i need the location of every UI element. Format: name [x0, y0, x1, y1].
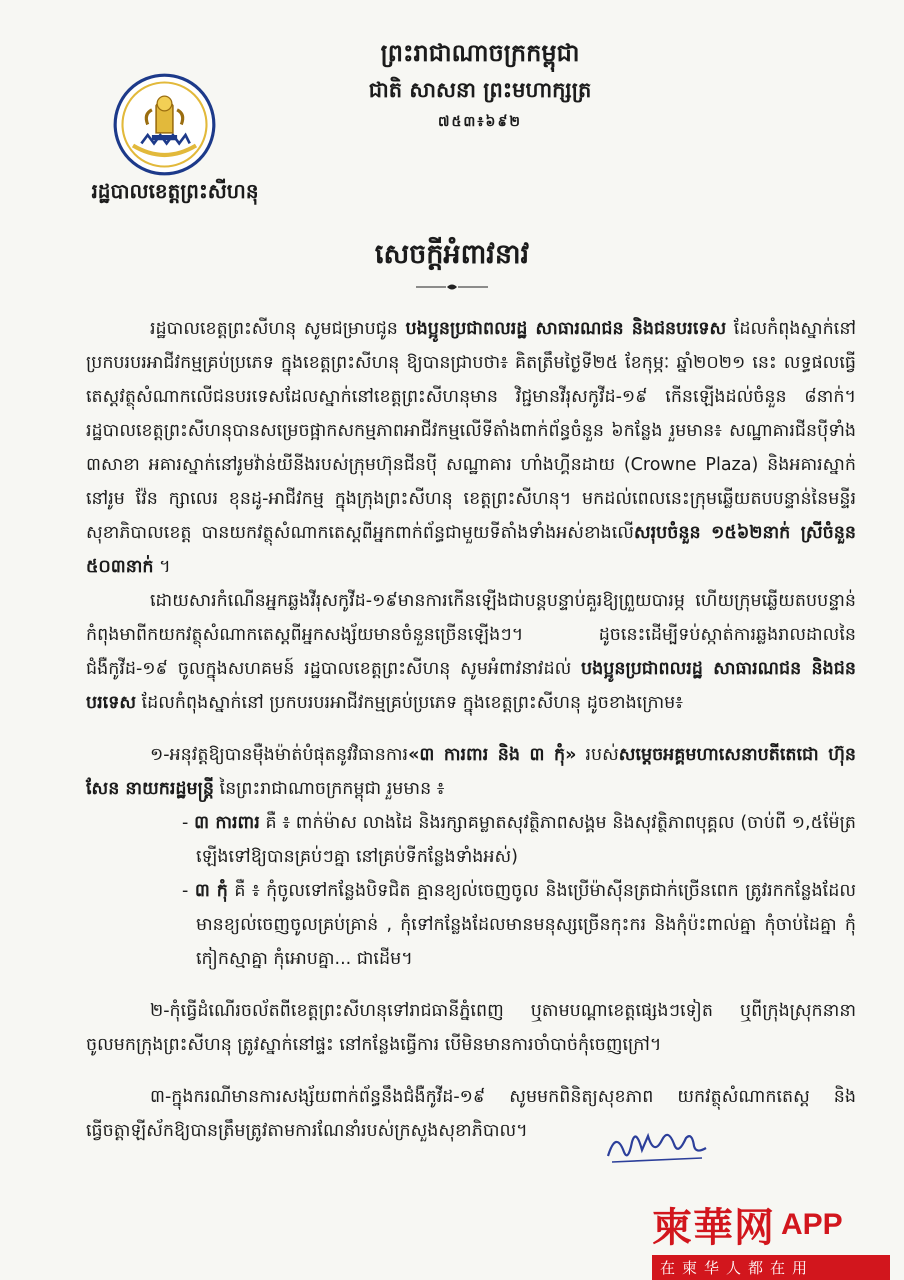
text-run: ដោយសារកំណើនអ្នកឆ្លងវីរុសកូវីដ-១៩មានការកើនឡើងជាបន្តបន្ទាប់គួរឱ្យព្រួយបារម្ភ ហើយក្រុមឆ្លើយតបបន្ទាន់កំពុងមាពីកយកវត្ថុសំណាកតេស្តពីអ្នកសង្ស័យមានចំនួនច្រើនឡើងៗ។ ដូចនេះដើម្បីទប់ស្កាត់ការឆ្លងរាលដាលនៃជំងឺកូវីដ-១៩ ចូលក្នុងសហគមន៍ រដ្ឋបាលខេត្តព្រះសីហនុ សូមអំពាវនាវដល់ [86, 591, 856, 679]
paragraph-situation [86, 312, 856, 584]
watermark-logo [652, 1196, 896, 1277]
text-run: - [182, 881, 195, 901]
text-run-bold: «៣ ការពារ និង ៣ កុំ» [408, 745, 577, 765]
text-run: គឺ ៖ ពាក់ម៉ាស លាងដៃ និងរក្សាគម្លាតសុវត្ថិភាពសង្គម និងសុវត្ថិភាពបុគ្គល (ចាប់ពី ១,៥ម៉ែត្រឡើងទៅឱ្យបានគ្រប់ៗគ្នា នៅគ្រប់ទីកន្លែងទាំងអស់) [196, 813, 856, 867]
document-body [86, 312, 856, 1148]
text-run: ។ [153, 557, 171, 577]
measure-1-donts [86, 874, 856, 976]
text-run-bold: បងប្អូនប្រជាពលរដ្ឋ សាធារណជន និងជនបរទេស [86, 659, 856, 713]
text-run: និងអគារស្នាក់នៅរូម វ៉ែន ក្សាលេរ ខុនដូ-អាជីវកម្ម ក្នុងក្រុងព្រះសីហនុ ខេត្តព្រះសីហនុ។ មកដល់ពេលនេះក្រុមឆ្លើយតបបន្ទាន់នៃមន្ទីរសុខាភិបាលខេត្ត បានយកវត្ថុសំណាកតេស្តពីអ្នកពាក់ព័ន្ធជាមួយទីតាំងទាំងអស់ខាងលើ [86, 455, 856, 543]
text-run-latin: (Crowne Plaza) [623, 455, 759, 475]
text-run-bold: សម្តេចអគ្គមហាសេនាបតីតេជោ ហ៊ុន សែន នាយករដ្ឋមន្ត្រី [86, 745, 856, 799]
text-run: គឺ ៖ កុំចូលទៅកន្លែងបិទជិត គ្មានខ្យល់ចេញចូល និងប្រើម៉ាស៊ីនត្រជាក់ច្រើនពេក ត្រូវរកកន្លែងដែលមានខ្យល់ចេញចូលគ្រប់គ្រាន់ , កុំទៅកន្លែងដែលមានមនុស្សច្រើនកុះករ និងកុំប៉ះពាល់គ្នា កុំចាប់ដៃគ្នា កុំកៀកស្មាគ្នា កុំអោបគ្នា... ជាដើម។ [196, 881, 856, 969]
text-run-bold: បងប្អូនប្រជាពលរដ្ឋ សាធារណជន និងជនបរទេស [405, 319, 727, 339]
title-divider-ornament [416, 282, 488, 292]
kingdom-header [310, 38, 650, 133]
kingdom-name: ព្រះរាជាណាចក្រកម្ពុជា [380, 39, 580, 67]
text-run-bold: សរុបចំនួន ១៥៦២នាក់ ស្រីចំនួន ៥០៣នាក់ [86, 523, 856, 577]
national-motto: ជាតិ សាសនា ព្រះមហាក្សត្រ [368, 78, 592, 102]
text-run: របស់ [576, 745, 619, 765]
text-run-bold: ៣ ការពារ [194, 813, 260, 833]
text-run-bold: ៣ កុំ [194, 881, 228, 901]
watermark-app: APP [781, 1207, 843, 1241]
text-run: - [182, 813, 195, 833]
header-ornament: ៧៥៣៖៦៩២ [438, 114, 522, 130]
watermark-brand: 柬華网 [652, 1205, 775, 1251]
measure-1 [86, 738, 856, 806]
measure-2: ២-កុំធ្វើដំណើរចល័តពីខេត្តព្រះសីហនុទៅរាជធានីភ្នំពេញ ឬតាមបណ្តាខេត្តផ្សេងៗទៀត ឬពីក្រុងស្រុកនានាចូលមកក្រុងព្រះសីហនុ ត្រូវស្នាក់នៅផ្ទះ នៅកន្លែងធ្វើការ បើមិនមានការចាំបាច់កុំចេញក្រៅ។ [86, 1001, 856, 1055]
text-run: ដែលកំពុងស្នាក់នៅ ប្រកបរបរអាជីវកម្មគ្រប់ប្រភេទ ក្នុងខេត្តព្រះសីហនុ ឱ្យបានជ្រាបថា៖ គិតត្រឹមថ្ងៃទី២៥ ខែកុម្ភៈ ឆ្នាំ២០២១ នេះ លទ្ធផលធ្វើតេស្តវត្ថុសំណាកលើជនបរទេសដែលស្នាក់នៅខេត្តព្រះសីហនុមាន វិជ្ជមានវីរុសកូវីដ-១៩ កើនឡើងដល់ចំនួន ៨នាក់។ រដ្ឋបាលខេត្តព្រះសីហនុបានសម្រេចផ្អាកសកម្មភាពអាជីវកម្មលើទីតាំងពាក់ព័ន្ធចំនួន ៦កន្លែង រួមមាន៖ សណ្ឋាគារជីនប៉ីទាំង ៣សាខា អគារស្នាក់នៅរូមវ៉ាន់យីនីងរបស់ក្រុមហ៊ុនជីនប៉ី សណ្ឋាគារ ហាំងហ្គីនដាយ [86, 319, 856, 475]
org-name: រដ្ឋបាលខេត្តព្រះសីហនុ [91, 179, 259, 203]
paragraph-appeal [86, 584, 856, 720]
signature-mark [602, 1122, 712, 1166]
watermark-slogan: 在柬华人都在用 [652, 1255, 890, 1280]
text-run: ដែលកំពុងស្នាក់នៅ ប្រកបរបរអាជីវកម្មគ្រប់ប្រភេទ ក្នុងខេត្តព្រះសីហនុ ដូចខាងក្រោម៖ [136, 693, 683, 713]
measure-1-protect [86, 806, 856, 874]
measure-3: ៣-ក្នុងករណីមានការសង្ស័យពាក់ព័ន្ធនឹងជំងឺកូវីដ-១៩ សូមមកពិនិត្យសុខភាព យកវត្ថុសំណាកតេស្ត និងធ្វើចត្តាឡីស័កឱ្យបានត្រឹមត្រូវតាមការណែនាំរបស់ក្រសួងសុខាភិបាល។ [86, 1087, 856, 1141]
text-run: ១-អនុវត្តឱ្យបានម៉ឺងម៉ាត់បំផុតនូវវិធានការ [150, 745, 409, 765]
text-run: នៃព្រះរាជាណាចក្រកម្ពុជា រួមមាន ៖ [213, 779, 445, 799]
text-run: រដ្ឋបាលខេត្តព្រះសីហនុ សូមជម្រាបជូន [150, 319, 406, 339]
document-title: សេចក្តីអំពាវនាវ [374, 239, 530, 270]
provincial-emblem-icon [112, 72, 217, 177]
